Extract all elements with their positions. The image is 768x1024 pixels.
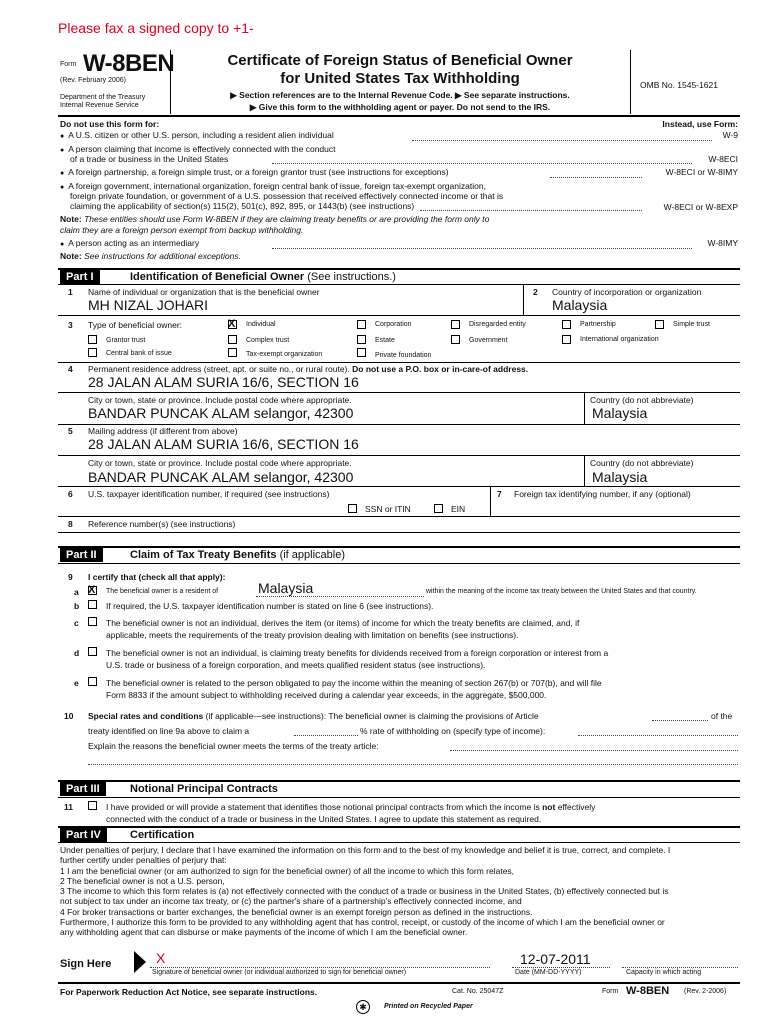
part-rule [58, 546, 740, 548]
dnu-form-5: W-8IMY [707, 238, 738, 248]
dnu-item-1: ● A U.S. citizen or other U.S. person, including a resident alien individual [60, 130, 334, 140]
row-rule [58, 284, 740, 285]
leader-dots [578, 735, 738, 736]
type-estate-label: Estate [375, 337, 395, 344]
header-divider-right [630, 50, 631, 114]
type-tax-exempt-label: Tax-exempt organization [246, 351, 323, 358]
part-4-label: Part IV [60, 828, 107, 842]
line-11-text: I have provided or will provide a statement that identifies those notional principal contracts from which the income is [106, 802, 540, 812]
item-c-letter: c [74, 618, 79, 628]
partnership-checkbox[interactable] [562, 320, 571, 329]
capacity-caption: Capacity in which acting [626, 969, 702, 976]
line-1-num: 1 [68, 287, 73, 297]
ein-label: EIN [451, 504, 466, 514]
complex-trust-checkbox[interactable] [228, 335, 237, 344]
mailing-address-street[interactable]: 28 JALAN ALAM SURIA 16/6, SECTION 16 [88, 436, 359, 452]
footer-rule [58, 982, 740, 984]
row-rule [58, 842, 740, 843]
signature-x-mark: X [156, 950, 166, 966]
type-government-label: Government [469, 337, 508, 344]
line-1-label: Name of individual or organization that is the beneficial owner [88, 287, 320, 297]
dnu-form-3: W-8ECI or W-8IMY [665, 167, 738, 177]
row-rule [58, 362, 740, 363]
simple-trust-checkbox[interactable] [655, 320, 664, 329]
footer-form-word: Form [602, 988, 619, 995]
check-x-mark: X [228, 318, 236, 330]
government-checkbox[interactable] [451, 335, 460, 344]
estate-checkbox[interactable] [357, 335, 366, 344]
leader-dots [420, 210, 642, 211]
line-2-num: 2 [533, 287, 538, 297]
item-b-text: If required, the U.S. taxpayer identification number is stated on line 6 (see instructions). [106, 601, 434, 611]
line-9-num: 9 [68, 572, 73, 582]
signature-caption: Signature of beneficial owner (or individual authorized to sign for beneficial owner) [152, 969, 407, 976]
cert-line: 3 The income to which this form relates is (a) not effectively connected with the conduct of a trade or business in the United States, (b) effectively connected but is [60, 886, 669, 897]
item-a-letter: a [74, 587, 79, 597]
check-x-mark: X [88, 584, 96, 596]
treaty-country[interactable]: Malaysia [258, 580, 314, 596]
cert-line: not subject to tax under an income tax treaty, or (c) the partner's share of a partnership's effectively connected income, and [60, 896, 522, 907]
note-text: These entities should use Form W-8BEN if they are claiming treaty benefits or are providing the form only to [84, 214, 490, 224]
date-line [512, 967, 610, 968]
form-word: Form [60, 61, 77, 68]
footer-revision: (Rev. 2-2006) [684, 988, 727, 995]
cert-line: Furthermore, I authorize this form to be provided to any withholding agent that has control, receipt, or custody of the income of which I am the beneficial owner or [60, 917, 665, 928]
line-3-num: 3 [68, 320, 73, 330]
row-rule [58, 532, 740, 533]
cert-line: 1 I am the beneficial owner (or am authorized to sign for the beneficial owner) of all the income to which this form relates, [60, 865, 515, 876]
col-divider [523, 284, 524, 315]
catalog-number: Cat. No. 25047Z [452, 988, 504, 995]
part-rule [58, 780, 740, 782]
cert-line: 2 The beneficial owner is not a U.S. person, [60, 875, 225, 886]
type-partnership-label: Partnership [580, 321, 616, 328]
title-line-1: Certificate of Foreign Status of Beneficial Owner [227, 52, 573, 69]
dnu-form-2: W-8ECI [708, 154, 738, 164]
ssn-itin-checkbox[interactable] [348, 504, 357, 513]
leader-dots [272, 248, 692, 249]
line-11-tail: effectively [557, 802, 596, 812]
line-6-label: U.S. taxpayer identification number, if required (see instructions) [88, 489, 330, 499]
line-11-not: not [542, 802, 556, 812]
line-5-label: Mailing address (if different from above) [88, 426, 238, 436]
note-label: Note: [60, 251, 82, 261]
dnu-item-2: ● A person claiming that income is effectively connected with the conduct [60, 144, 336, 154]
part-2-title: Claim of Tax Treaty Benefits [130, 549, 277, 561]
col-divider [584, 392, 585, 424]
beneficial-owner-name[interactable]: MH NIZAL JOHARI [88, 297, 209, 313]
dept-line-2: Internal Revenue Service [60, 102, 139, 109]
leader-dots [88, 764, 738, 765]
qualified-resident-checkbox[interactable] [88, 647, 97, 656]
line-7-label: Foreign tax identifying number, if any (optional) [514, 489, 691, 499]
line-3-label: Type of beneficial owner: [88, 320, 183, 330]
dnu-item-4c: claiming the applicability of section(s) 115(2), 501(c), 892, 895, or 1443(b) (see instructions) [70, 201, 415, 211]
line-6-num: 6 [68, 489, 73, 499]
paperwork-notice: For Paperwork Reduction Act Notice, see separate instructions. [60, 987, 318, 997]
row-rule [58, 455, 740, 456]
part-3-label: Part III [60, 782, 106, 796]
tin-stated-checkbox[interactable] [88, 600, 97, 609]
footer-form-name: W-8BEN [626, 985, 670, 997]
cert-line: Under penalties of perjury, I declare that I have examined the information on this form and to the best of my knowledge and belief it is true, correct, and complete. I [60, 845, 671, 855]
row-rule [58, 563, 740, 564]
type-international-org-label: International organization [580, 336, 659, 343]
city-label: City or town, state or province. Include postal code where appropriate. [88, 458, 352, 468]
line-4-bold: Do not use a P.O. box or in-care-of address. [352, 364, 529, 374]
certification-text [60, 845, 740, 938]
leader-dots [294, 735, 358, 736]
part-rule [58, 268, 740, 270]
part-2-label: Part II [60, 548, 103, 562]
notional-contracts-checkbox[interactable] [88, 801, 97, 810]
dnu-item-4: ● A foreign government, international organization, foreign central bank of issue, foreign tax-exempt organization, [60, 181, 486, 191]
subtitle-line-2: ▶ Give this form to the withholding agent or payer. Do not send to the IRS. [249, 102, 551, 112]
row-rule [58, 392, 740, 393]
type-complex-trust-label: Complex trust [246, 337, 290, 344]
capacity-line[interactable] [622, 967, 738, 968]
lob-checkbox[interactable] [88, 617, 97, 626]
form-name: W-8BEN [83, 50, 175, 77]
do-not-use-heading: Do not use this form for: [60, 119, 160, 129]
recycle-icon: ✱ [356, 1000, 370, 1014]
item-a-tail: within the meaning of the income tax treaty between the United States and that country. [426, 588, 697, 595]
dnu-item-3: ● A foreign partnership, a foreign simple trust, or a foreign grantor trust (see instructions for exceptions) [60, 167, 449, 177]
part-1-label: Part I [60, 270, 100, 284]
mailing-address-city[interactable]: BANDAR PUNCAK ALAM selangor, 42300 [88, 469, 354, 485]
line-11-num: 11 [64, 802, 73, 812]
leader-dots [256, 596, 424, 597]
header-rule [58, 115, 740, 117]
mailing-address-country[interactable]: Malaysia [592, 469, 648, 485]
leader-dots [652, 720, 708, 721]
omb-number: OMB No. 1545-1621 [640, 80, 718, 90]
part-1-title: Identification of Beneficial Owner [130, 271, 305, 283]
type-corporation-label: Corporation [375, 321, 412, 328]
leader-dots [450, 750, 738, 751]
item-e-text: The beneficial owner is related to the person obligated to pay the income within the meaning of section 267(b) or 707(b), and will file [106, 678, 602, 688]
city-label: City or town, state or province. Include postal code where appropriate. [88, 395, 352, 405]
item-d-text-2: U.S. trade or business of a foreign corporation, and meets qualified resident status (see instructions). [106, 660, 486, 670]
country-label: Country (do not abbreviate) [590, 458, 694, 468]
item-a-text: The beneficial owner is a resident of [106, 588, 219, 595]
note-text-2: claim they are a foreign person exempt from backup withholding. [60, 225, 304, 235]
line-10-of: of the [711, 711, 733, 721]
line-10-num: 10 [64, 711, 74, 721]
leader-dots [412, 140, 712, 141]
recycled-paper-note: Printed on Recycled Paper [384, 1003, 473, 1010]
cert-line: 4 For broker transactions or barter exchanges, the beneficial owner is an exempt foreign person as defined in the instructions. [60, 906, 533, 917]
tax-exempt-org-checkbox[interactable] [228, 348, 237, 357]
type-central-bank-label: Central bank of issue [106, 350, 172, 357]
part-1-title-suffix: (See instructions.) [307, 271, 396, 283]
sign-arrow-icon [134, 951, 146, 973]
type-grantor-trust-label: Grantor trust [106, 337, 146, 344]
item-e-text-2: Form 8833 if the amount subject to withholding received during a calendar year exceeds, in the aggregate, $500,000. [106, 690, 547, 700]
line-10-c: Explain the reasons the beneficial owner meets the terms of the treaty article: [88, 741, 379, 751]
sign-here-label: Sign Here [60, 958, 112, 970]
corporation-checkbox[interactable] [357, 320, 366, 329]
row-rule [58, 424, 740, 425]
line-10-b2: % rate of withholding on (specify type of income): [360, 726, 546, 736]
item-d-letter: d [74, 648, 80, 658]
line-7-num: 7 [497, 489, 502, 499]
line-5-num: 5 [68, 426, 73, 436]
type-simple-trust-label: Simple trust [673, 321, 710, 328]
item-b-letter: b [74, 601, 80, 611]
type-private-foundation-label: Private foundation [375, 352, 432, 359]
fax-note: Please fax a signed copy to +1- [58, 20, 254, 36]
cert-line: further certify under penalties of perjury that: [60, 855, 227, 866]
line-11-text-2: connected with the conduct of a trade or business in the United States. I agree to update this statement as required. [106, 814, 542, 824]
signature-date[interactable]: 12-07-2011 [520, 951, 591, 967]
line-9-label: I certify that (check all that apply): [88, 572, 226, 582]
col-divider [584, 455, 585, 486]
line-10-bold: Special rates and conditions [88, 711, 204, 721]
item-d-text: The beneficial owner is not an individual, is claiming treaty benefits for dividends received from a foreign corporation or interest from a [106, 648, 609, 658]
item-e-letter: e [74, 678, 79, 688]
dnu-item-4b: foreign private foundation, or government of a U.S. possession that received effectively connected income or that is [70, 191, 504, 201]
item-c-text-2: applicable, meets the requirements of the treaty provision dealing with limitation on benefits (see instructions). [106, 630, 519, 640]
dnu-form-1: W-9 [722, 130, 738, 140]
title-line-2: for United States Tax Withholding [280, 70, 520, 87]
line-8-label: Reference number(s) (see instructions) [88, 519, 236, 529]
line-4-num: 4 [68, 364, 73, 374]
permanent-address-street[interactable]: 28 JALAN ALAM SURIA 16/6, SECTION 16 [88, 374, 359, 390]
cert-line: any withholding agent that can disburse or make payments of the income of which I am the beneficial owner. [60, 927, 468, 938]
row-rule [58, 486, 740, 487]
part-rule [58, 826, 740, 828]
subtitle-line-1: ▶ Section references are to the Internal Revenue Code. ▶ See separate instructions. [230, 90, 570, 100]
international-org-checkbox[interactable] [562, 335, 571, 344]
line-10-text: (if applicable—see instructions): The beneficial owner is claiming the provisions of Article [205, 711, 539, 721]
row-rule [58, 516, 740, 517]
dnu-form-4: W-8ECI or W-8EXP [663, 202, 738, 212]
note-label: Note: [60, 214, 82, 224]
line-2-label: Country of incorporation or organization [552, 287, 702, 297]
ein-checkbox[interactable] [434, 504, 443, 513]
revision: (Rev. February 2006) [60, 77, 127, 84]
date-caption: Date (MM-DD-YYYY) [515, 969, 582, 976]
part-4-title: Certification [130, 829, 195, 841]
grantor-trust-checkbox[interactable] [88, 335, 97, 344]
item-c-text: The beneficial owner is not an individual, derives the item (or items) of income for which the treaty benefits are claimed, and, if [106, 618, 580, 628]
type-individual-label: Individual [246, 321, 276, 328]
instead-heading: Instead, use Form: [662, 119, 738, 129]
line-10-b: treaty identified on line 9a above to claim a [88, 726, 250, 736]
central-bank-checkbox[interactable] [88, 348, 97, 357]
dnu-item-5: ● A person acting as an intermediary [60, 238, 199, 248]
permanent-address-country[interactable]: Malaysia [592, 405, 648, 421]
signature-line[interactable] [150, 967, 490, 968]
disregarded-entity-checkbox[interactable] [451, 320, 460, 329]
country-of-incorporation[interactable]: Malaysia [552, 297, 608, 313]
part-2-title-suffix: (if applicable) [279, 549, 345, 561]
line-4-label: Permanent residence address (street, apt. or suite no., or rural route). [88, 364, 350, 374]
leader-dots [550, 177, 642, 178]
type-disregarded-label: Disregarded entity [469, 321, 526, 328]
line-8-num: 8 [68, 519, 73, 529]
row-rule [58, 315, 740, 316]
ssn-itin-label: SSN or ITIN [365, 504, 411, 514]
dnu-item-2b: of a trade or business in the United States [70, 154, 229, 164]
related-person-checkbox[interactable] [88, 677, 97, 686]
row-rule [58, 797, 740, 798]
private-foundation-checkbox[interactable] [357, 348, 366, 357]
dept-line-1: Department of the Treasury [60, 94, 146, 101]
country-label: Country (do not abbreviate) [590, 395, 694, 405]
leader-dots [272, 163, 692, 164]
col-divider [490, 486, 491, 516]
part-3-title: Notional Principal Contracts [130, 783, 278, 795]
permanent-address-city[interactable]: BANDAR PUNCAK ALAM selangor, 42300 [88, 405, 354, 421]
note-text: See instructions for additional exceptions. [84, 251, 241, 261]
